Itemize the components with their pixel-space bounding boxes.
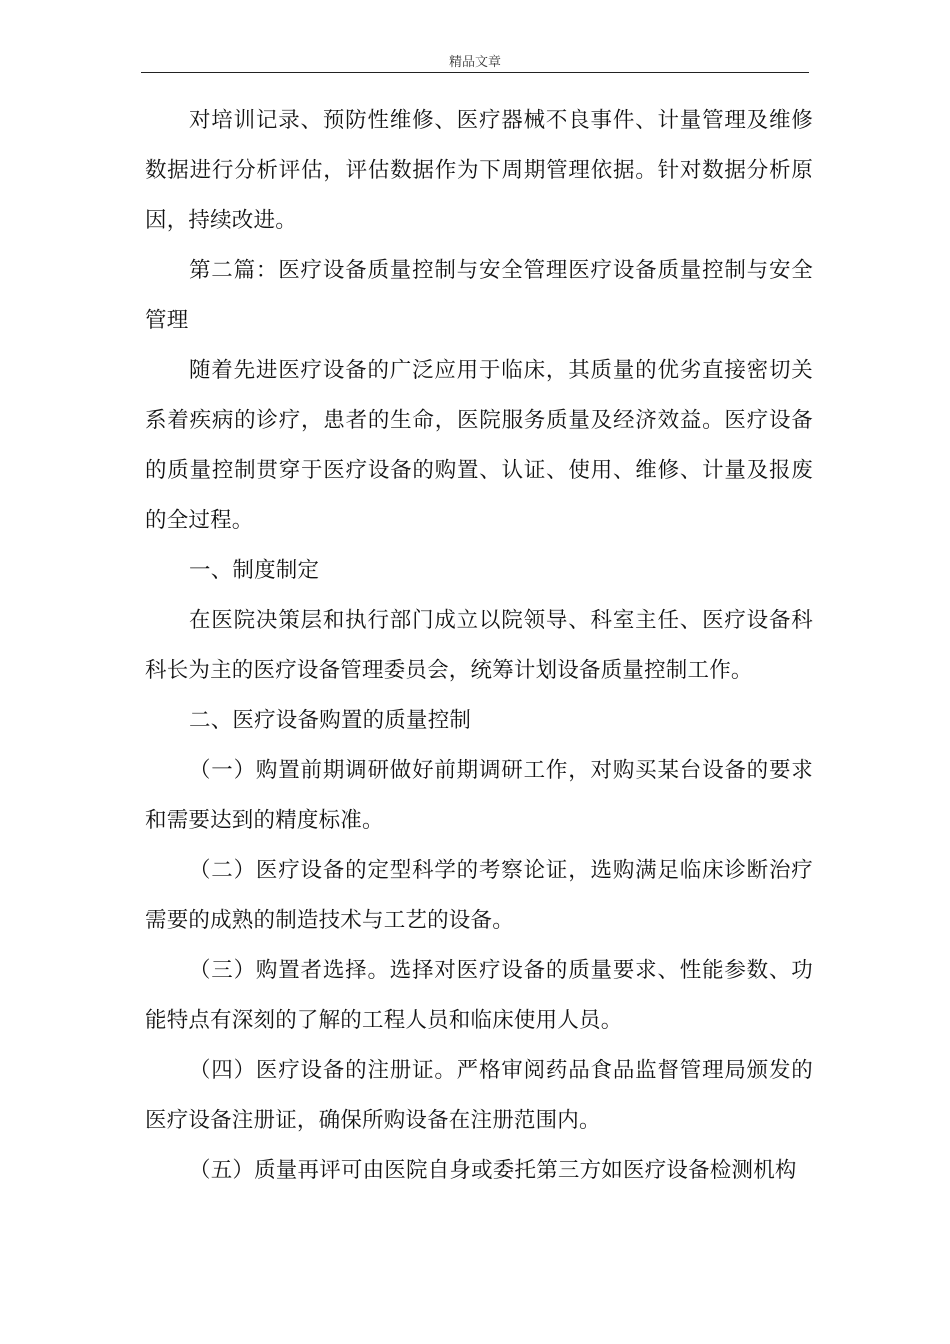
heading-system-formulation: 一、制度制定	[189, 558, 320, 583]
paragraph-item-4-registration: （四）医疗设备的注册证。严格审阅药品食品监督管理局颁发的医疗设备注册证，确保所购设备在注册范围内。	[145, 1058, 813, 1133]
paragraph-management-committee: 在医院决策层和执行部门成立以院领导、科室主任、医疗设备科科长为主的医疗设备管理委员会，统筹计划设备质量控制工作。	[145, 608, 813, 683]
page-header	[141, 55, 809, 73]
document-body	[145, 96, 813, 1196]
paragraph-item-5-reevaluation: （五）质量再评可由医院自身或委托第三方如医疗设备检测机构	[189, 1158, 797, 1183]
paragraph-item-1-research: （一）购置前期调研做好前期调研工作，对购买某台设备的要求和需要达到的精度标准。	[145, 758, 813, 833]
paragraph-item-2-model-selection: （二）医疗设备的定型科学的考察论证，选购满足临床诊断治疗需要的成熟的制造技术与工艺的设备。	[145, 858, 813, 933]
header-title: 精品文章	[448, 55, 501, 70]
paragraph-introduction: 随着先进医疗设备的广泛应用于临床，其质量的优劣直接密切关系着疾病的诊疗，患者的生命，医院服务质量及经济效益。医疗设备的质量控制贯穿于医疗设备的购置、认证、使用、维修、计量及报废的全过程。	[145, 358, 813, 533]
paragraph-item-3-purchaser: （三）购置者选择。选择对医疗设备的质量要求、性能参数、功能特点有深刻的了解的工程人员和临床使用人员。	[145, 958, 813, 1033]
paragraph-data-analysis: 对培训记录、预防性维修、医疗器械不良事件、计量管理及维修数据进行分析评估，评估数据作为下周期管理依据。针对数据分析原因，持续改进。	[145, 108, 813, 233]
section-title-part-two: 第二篇：医疗设备质量控制与安全管理医疗设备质量控制与安全管理	[145, 258, 813, 333]
heading-procurement-quality-control: 二、医疗设备购置的质量控制	[189, 708, 472, 733]
